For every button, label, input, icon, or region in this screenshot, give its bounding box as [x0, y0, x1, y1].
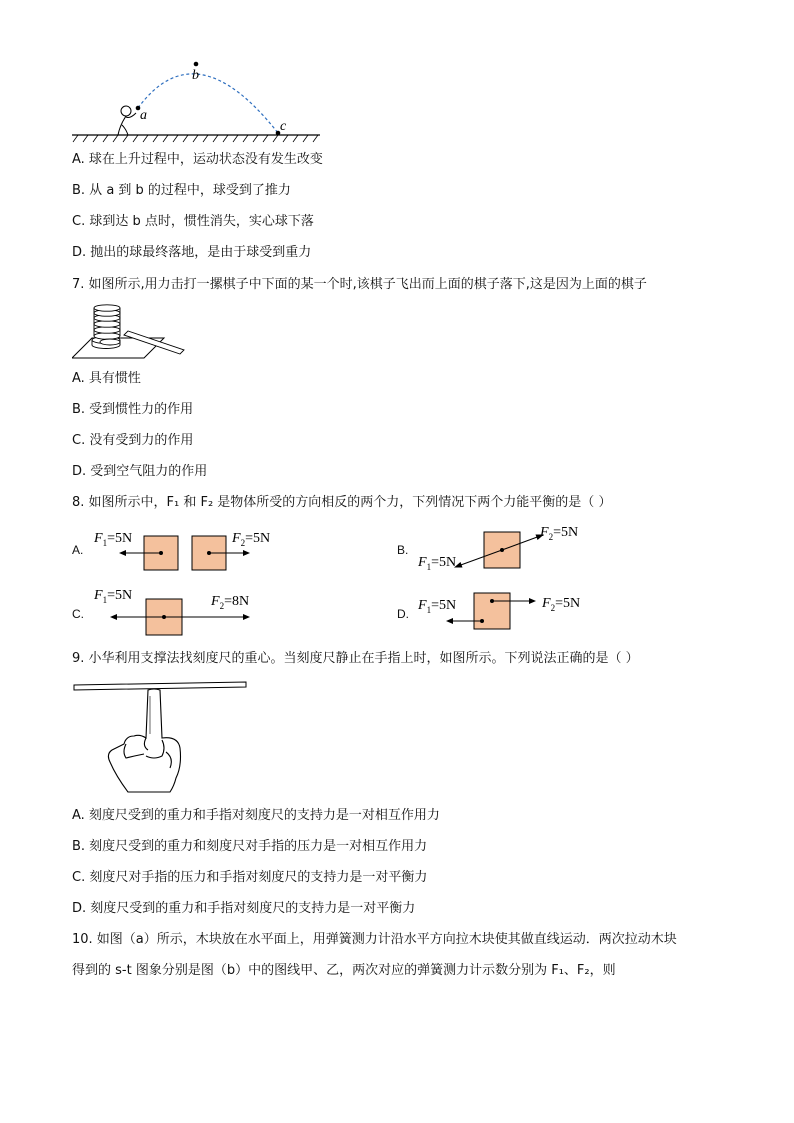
q8-a-f1: 5N	[114, 531, 133, 546]
svg-text:F1=5N: $F_1=5N$	[94, 588, 133, 605]
q9-option-c: C. 刻度尺对手指的压力和手指对刻度尺的支持力是一对平衡力	[72, 870, 428, 885]
q7-option-d: D. 受到空气阻力的作用	[72, 464, 208, 479]
q8-d-f1: 5N	[438, 598, 457, 613]
q8-c-f2: 8N	[231, 594, 250, 609]
projectile-figure	[70, 55, 330, 145]
q7-option-b: B. 受到惯性力的作用	[72, 402, 194, 417]
svg-text:F1=5N: $F_1=5N$	[94, 531, 133, 548]
svg-text:F2=8N: $F_2=8N$	[211, 594, 250, 611]
q6-option-b: B. 从 a 到 b 的过程中，球受到了推力	[72, 183, 291, 198]
q8-b-f2: 5N	[560, 525, 579, 540]
q8-b-f1: 5N	[438, 555, 457, 570]
ruler-on-finger-figure	[70, 678, 255, 796]
q6-option-c: C. 球到达 b 点时，惯性消失，实心球下落	[72, 214, 314, 229]
thrower-figure	[118, 106, 136, 135]
q8-option-d-letter: D.	[397, 607, 409, 621]
point-c-label: c	[280, 119, 287, 134]
q8-stem: 8. 如图所示中，F₁ 和 F₂ 是物体所受的方向相反的两个力，下列情况下两个力能平衡的是（ ）	[72, 495, 612, 510]
q7-option-c: C. 没有受到力的作用	[72, 433, 194, 448]
q9-stem: 9. 小华利用支撑法找刻度尺的重心。当刻度尺静止在手指上时，如图所示。下列说法正确的是（ ）	[72, 651, 639, 666]
q6-option-a: A. 球在上升过程中，运动状态没有发生改变	[72, 152, 323, 167]
q7-option-a: A. 具有惯性	[72, 371, 141, 386]
q8-option-a-figure	[88, 520, 298, 580]
q9-option-a: A. 刻度尺受到的重力和手指对刻度尺的支持力是一对相互作用力	[72, 808, 440, 823]
point-a-label: a	[140, 108, 147, 123]
svg-text:F2=5N: $F_2=5N$	[232, 531, 271, 548]
q8-c-f1: 5N	[114, 588, 133, 603]
q9-option-b: B. 刻度尺受到的重力和刻度尺对手指的压力是一对相互作用力	[72, 839, 428, 854]
point-b-label: b	[192, 68, 199, 83]
svg-text:F2=5N: $F_2=5N$	[542, 596, 581, 613]
point-b-dot	[194, 62, 199, 67]
q8-option-c-letter: C.	[72, 607, 84, 621]
q10-stem-line2: 得到的 s-t 图象分别是图（b）中的图线甲、乙，两次对应的弹簧测力计示数分别为 F₁、F₂，则	[72, 963, 616, 978]
q10-stem-line1: 10. 如图（a）所示，木块放在水平面上，用弹簧测力计沿水平方向拉木块使其做直线运动．两次拉动木块	[72, 932, 677, 947]
trajectory-curve	[138, 74, 278, 133]
q7-stem: 7. 如图所示,用力击打一摞棋子中下面的某一个时,该棋子飞出而上面的棋子落下,这是因为上面的棋子	[72, 277, 647, 292]
hand-icon	[108, 689, 180, 792]
q8-option-a-letter: A.	[72, 543, 84, 557]
q9-option-d: D. 刻度尺受到的重力和手指对刻度尺的支持力是一对平衡力	[72, 901, 416, 916]
q8-option-b-letter: B.	[397, 543, 409, 557]
q8-option-b-figure	[414, 518, 614, 578]
q8-a-f2: 5N	[252, 531, 271, 546]
q8-d-f2: 5N	[562, 596, 581, 611]
chess-stack-figure	[72, 298, 187, 362]
svg-text:F1=5N: $F_1=5N$	[418, 555, 457, 572]
ruler	[74, 682, 246, 690]
q6-option-d: D. 抛出的球最终落地，是由于球受到重力	[72, 245, 312, 260]
q8-option-c-figure	[88, 583, 278, 643]
svg-text:F2=5N: $F_2=5N$	[540, 525, 579, 542]
svg-text:F1=5N: $F_1=5N$	[418, 598, 457, 615]
q8-option-d-figure	[414, 585, 614, 640]
